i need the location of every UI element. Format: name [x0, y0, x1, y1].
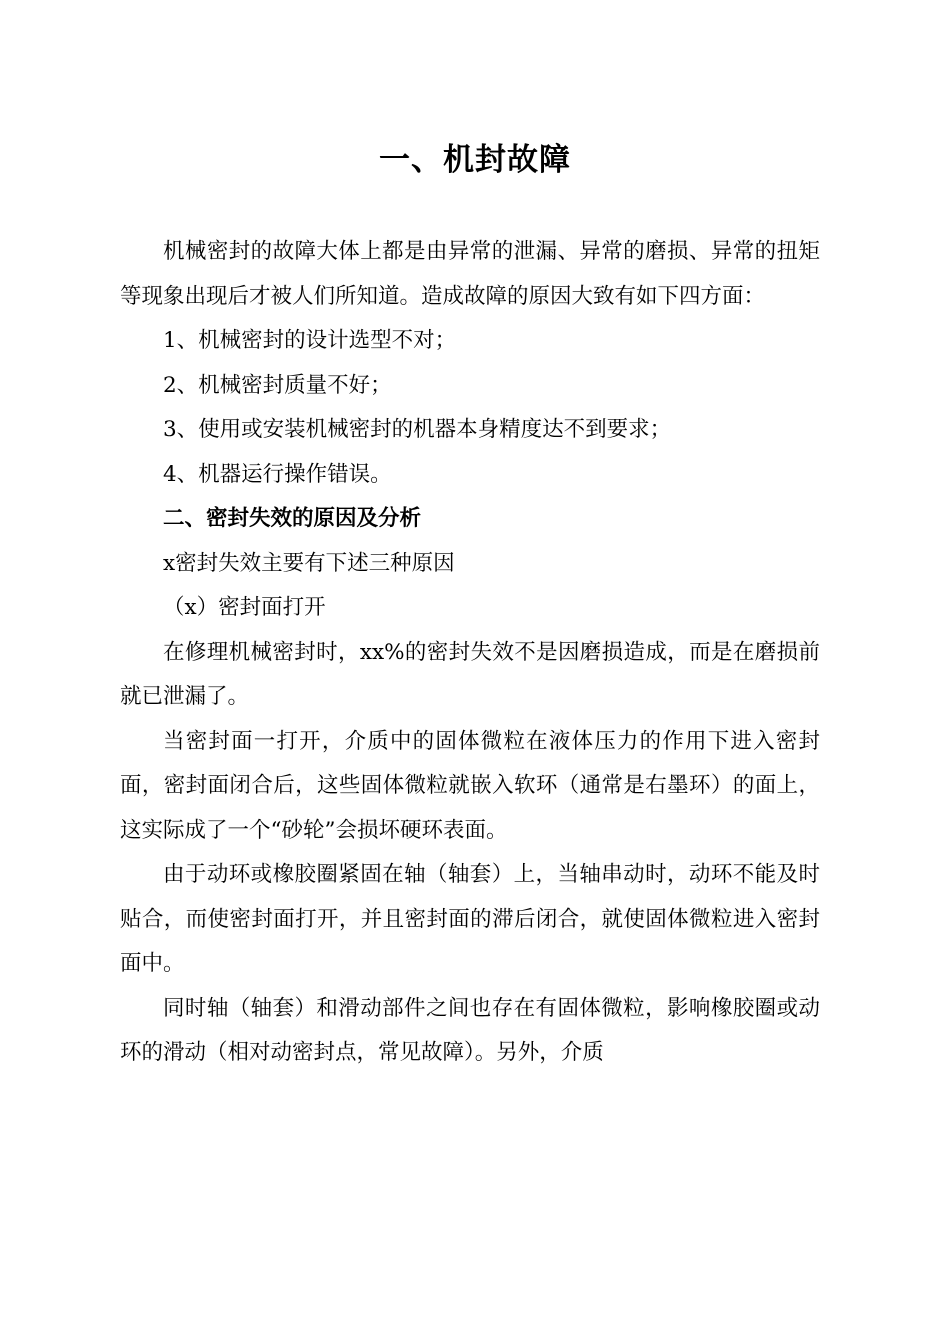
- list-item-1: 1、机械密封的设计选型不对；: [163, 328, 457, 353]
- subheading-seal-face-open: （x）密封面打开: [163, 595, 326, 620]
- paragraph-repair: 在修理机械密封时，xx%的密封失效不是因磨损造成，而是在磨损前就已泄漏了。: [120, 639, 820, 709]
- list-item-2: 2、机械密封质量不好；: [163, 372, 392, 398]
- paragraph-causes: x密封失效主要有下述三种原因: [163, 550, 455, 576]
- list-item-4: 4、机器运行操作错误。: [163, 461, 392, 487]
- paragraph-particles: 当密封面一打开，介质中的固体微粒在液体压力的作用下进入密封面，密封面闭合后，这些固体微粒就嵌入软环（通常是右墨环）的面上，这实际成了一个“砂轮”会损坏硬环表面。: [120, 728, 820, 843]
- document-body: [120, 230, 820, 1076]
- page-title: 一、机封故障: [379, 142, 571, 178]
- list-item-3: 3、使用或安装机械密封的机器本身精度达不到要求；: [163, 417, 672, 442]
- paragraph-sliding-parts: 同时轴（轴套）和滑动部件之间也存在有固体微粒，影响橡胶圈或动环的滑动（相对动密封点，常见故障）。另外，介质: [120, 995, 820, 1065]
- paragraph-intro: 机械密封的故障大体上都是由异常的泄漏、异常的磨损、异常的扭矩等现象出现后才被人们所知道。造成故障的原因大致有如下四方面：: [120, 239, 820, 309]
- section-heading: 二、密封失效的原因及分析: [163, 506, 422, 531]
- paragraph-shaft-movement: 由于动环或橡胶圈紧固在轴（轴套）上，当轴串动时，动环不能及时贴合，而使密封面打开，并且密封面的滞后闭合，就使固体微粒进入密封面中。: [120, 862, 820, 976]
